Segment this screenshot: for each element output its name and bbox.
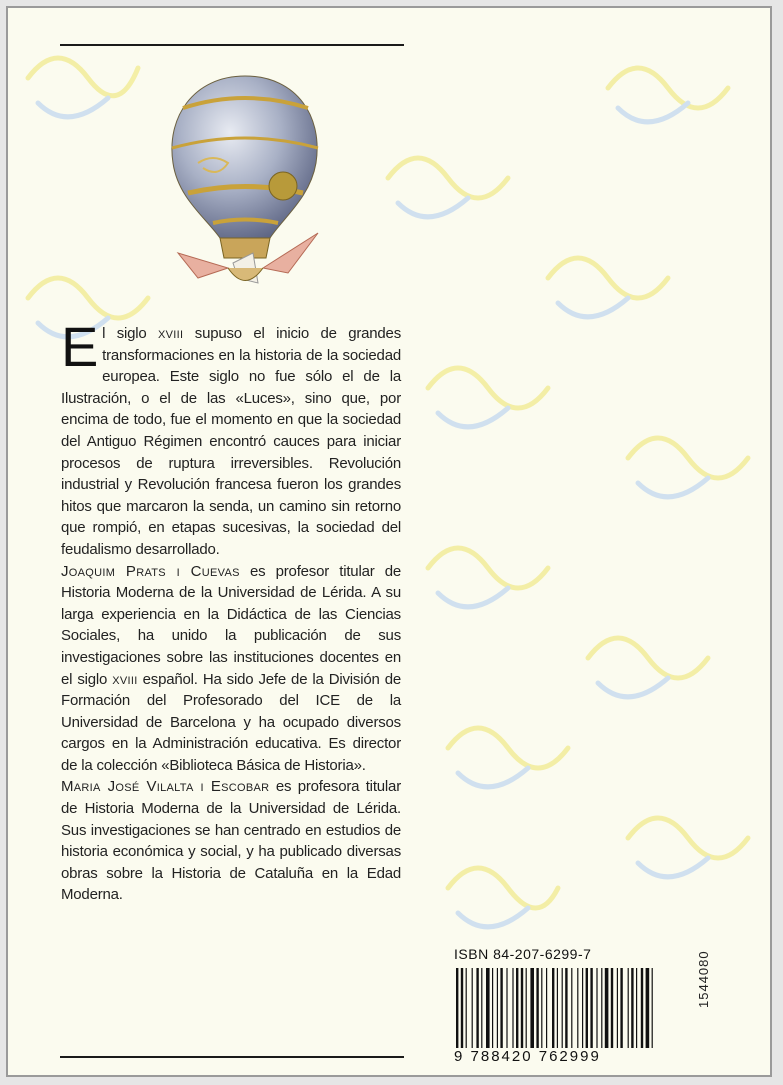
description-text: supuso el inicio de grandes transformaciones en la historia de la sociedad europea. Este siglo no fue sólo el de la Ilustración, o el de las «Luces», sino que, por encima de todo, fue el momento en que la sociedad del Antiguo Régimen encontró cauces para iniciar procesos de ruptura irreversibles. Revolución industrial y Revolución francesa fueron los grandes hitos que marcaron la senda, un camino sin retorno que rompió, en etapas sucesivas, la sociedad del feudalismo desarrollado. xyxy=(61,325,401,558)
barcode-bar xyxy=(565,968,567,1048)
author-bio-text: español. Ha sido Jefe de la División de Formación del Profesorado del ICE de la Universidad de Barcelona y ha ocupado diversos cargos en la Administración educativa. Es director de la colección «Biblioteca Básica de Historia». xyxy=(61,670,401,774)
wave-motif xyxy=(588,638,708,697)
top-rule xyxy=(60,44,404,46)
wave-motif xyxy=(428,368,548,427)
drop-cap: E xyxy=(61,315,99,378)
description-paragraph xyxy=(61,315,401,561)
barcode-bar xyxy=(481,968,482,1048)
author-bio-paragraph xyxy=(61,776,401,906)
wave-motif xyxy=(628,438,748,497)
barcode-bar xyxy=(628,968,629,1048)
wave-motif xyxy=(548,258,668,317)
wave-motif xyxy=(608,68,728,122)
barcode-bar xyxy=(472,968,473,1048)
barcode-bar xyxy=(636,968,637,1048)
barcode-bar xyxy=(516,968,518,1048)
author-bio-paragraph xyxy=(61,561,401,777)
barcode-bar xyxy=(476,968,478,1048)
barcode-bar xyxy=(536,968,538,1048)
book-back-cover xyxy=(6,6,772,1077)
author-bio-text: es profesor titular de Historia Moderna de la Universidad de Lérida. A su larga experiencia en la Didáctica de las Ciencias Sociales, ha unido la publicación de sus investigaciones sobre las instituciones docentes en el siglo xyxy=(61,562,401,688)
barcode-bar xyxy=(461,968,463,1048)
barcode-bar xyxy=(500,968,502,1048)
barcode-bar xyxy=(497,968,498,1048)
century-numeral: xviii xyxy=(158,325,184,342)
barcode-bar xyxy=(486,968,490,1048)
barcode-bar xyxy=(492,968,493,1048)
bottom-rule xyxy=(60,1056,404,1058)
isbn-label: ISBN 84-207-6299-7 xyxy=(454,946,592,962)
barcode-bar xyxy=(506,968,507,1048)
barcode-number: 9 788420 762999 xyxy=(454,1048,601,1065)
barcode-bar xyxy=(620,968,622,1048)
wave-motif xyxy=(448,728,568,787)
barcode-bar xyxy=(601,968,602,1048)
wave-motif xyxy=(448,868,558,927)
back-cover-text xyxy=(61,315,401,906)
barcode-bar xyxy=(530,968,534,1048)
barcode-bar xyxy=(541,968,542,1048)
side-code: 1544080 xyxy=(696,950,711,1008)
barcode-bar xyxy=(586,968,588,1048)
barcode-bar xyxy=(456,968,458,1048)
barcode-bar xyxy=(562,968,563,1048)
barcode-bar xyxy=(605,968,609,1048)
wave-motif xyxy=(428,548,548,607)
barcode-bar xyxy=(521,968,523,1048)
description-text: l siglo xyxy=(102,325,158,342)
barcode-bar xyxy=(652,968,653,1048)
barcode xyxy=(454,968,658,1048)
barcode-bar xyxy=(571,968,572,1048)
wave-motif xyxy=(628,818,748,877)
wave-motif xyxy=(28,58,138,117)
barcode-bar xyxy=(617,968,618,1048)
barcode-bar xyxy=(526,968,527,1048)
barcode-bar xyxy=(590,968,592,1048)
barcode-bar xyxy=(646,968,650,1048)
barcode-bar xyxy=(512,968,513,1048)
hot-air-balloon-illustration xyxy=(158,68,333,298)
wave-motif xyxy=(388,158,508,217)
barcode-bar xyxy=(631,968,633,1048)
barcode-bar xyxy=(596,968,597,1048)
barcode-bar xyxy=(611,968,613,1048)
barcode-bar xyxy=(552,968,554,1048)
barcode-bar xyxy=(582,968,583,1048)
century-numeral: xviii xyxy=(112,670,138,688)
author-bio-text: es profesora titular de Historia Moderna de la Universidad de Lérida. Sus investigaciones se han centrado en estudios de historia económica y social, y ha publicado diversas obras sobre la Historia de Cataluña en la Edad Moderna. xyxy=(61,778,401,904)
barcode-bar xyxy=(466,968,467,1048)
barcode-bar xyxy=(577,968,578,1048)
author-name: Maria José Vilalta i Escobar xyxy=(61,778,270,796)
barcode-bar xyxy=(641,968,643,1048)
author-name: Joaquim Prats i Cuevas xyxy=(61,562,240,580)
barcode-bar xyxy=(546,968,547,1048)
barcode-bar xyxy=(557,968,558,1048)
